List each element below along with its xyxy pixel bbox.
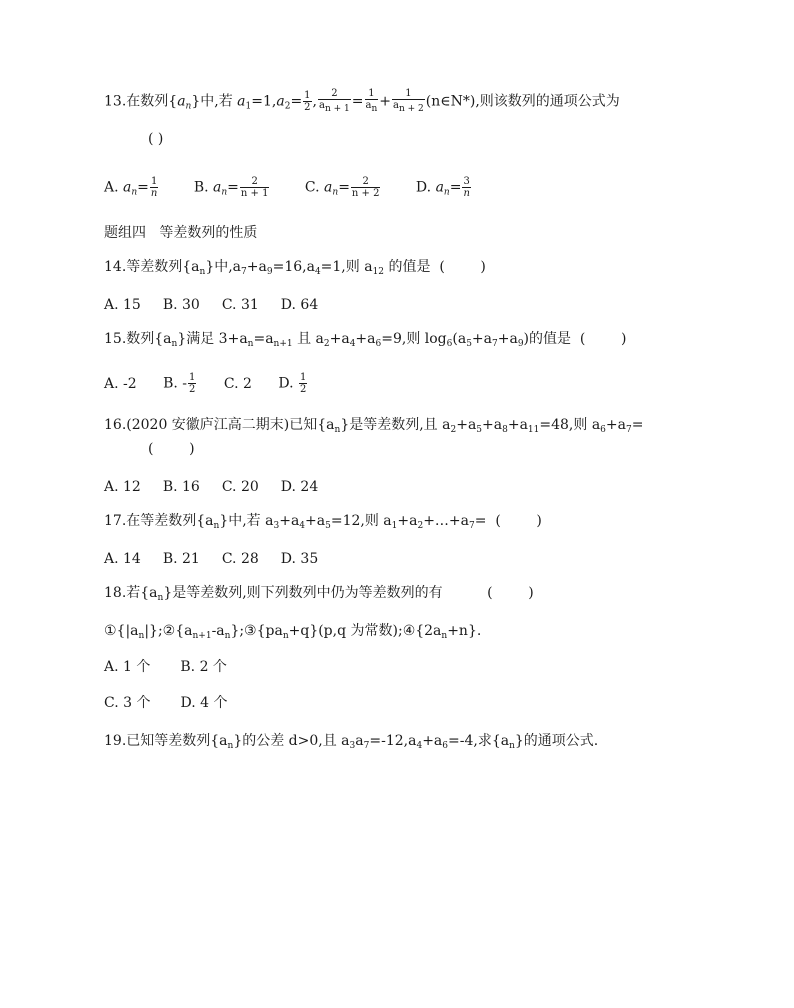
answer-bracket: ( ) [148, 441, 195, 457]
question-14-stem: 14.等差数列$\{a_n\}$中$,a_7+a_9=16,a_4=1$,则 $a_{12}$ 的值是 ( ) [104, 259, 486, 277]
question-17-stem: 17.在等差数列$\{a_n\}$中,若 $a_3+a_4+a_5=12$,则 $a_1+a_2+\dots+a_7=$ ( ) [104, 513, 542, 531]
option-b: B. - $\frac{1}{2}$ [163, 372, 196, 395]
question-13-options [104, 176, 494, 204]
option-a: A. 15 [104, 297, 141, 313]
question-14-options [104, 294, 340, 316]
option-a: A. $a_n=$ $\frac{1}{n}$ [104, 176, 158, 199]
option-d: D. $a_n=$ $\frac{3}{n}$ [415, 176, 470, 199]
option-c: C. 3 个 [104, 695, 151, 711]
question-18-options-row-2 [104, 692, 249, 714]
option-d: D. $\frac{1}{2}$ [278, 372, 307, 395]
question-16-options [104, 476, 340, 498]
option-b: B. 30 [162, 297, 200, 313]
question-15-stem: 15.数列$\{a_n\}$满足 $3+a_n=a_{n+1}$ 且 $a_2+a_4+a_6=9$,则 $\log_6(a_5+a_7+a_9)$的值是 ( ) [104, 331, 627, 349]
option-b: B. 2 个 [180, 659, 227, 675]
option-d: D. 35 [280, 551, 319, 567]
fraction-one-half: $\frac{1}{2}$ [304, 90, 311, 113]
question-17-options [104, 548, 340, 570]
option-c: C. $a_n=$ $\frac{2}{n + 2}$ [304, 176, 380, 199]
option-b: B. $a_n=$ $\frac{2}{n + 1}$ [193, 176, 269, 199]
question-15-options [104, 372, 330, 395]
question-18-stem: 18.若$\{a_n\}$是等差数列,则下列数列中仍为等差数列的有 ( ) [104, 585, 534, 603]
option-a: A. -2 [104, 375, 137, 392]
option-a: A. 14 [104, 551, 141, 567]
question-18-items: $①\{|a_n|\};②\{a_{n+1}-a_n\};③\{pa_n+q\}(p,q$ 为常数)$;④\{2a_n+n\}$. [104, 623, 482, 641]
answer-bracket: ( ) [148, 131, 164, 147]
fraction-recurrence-3: $\frac{1}{a_{n + 2}}$ [393, 88, 424, 114]
option-b: B. 21 [162, 551, 200, 567]
question-19-stem: 19.已知等差数列$\{a_n\}$的公差 d>0,且 $a_3a_7=-12,a_4+a_6=-4$,求$\{a_n\}$的通项公式. [104, 733, 599, 751]
option-c: C. 28 [221, 551, 259, 567]
option-d: D. 64 [280, 297, 319, 313]
question-16-stem: 16.(2020 安徽庐江高二期末)已知$\{a_n\}$是等差数列,且 $a_2+a_5+a_8+a_{11}=48$,则 $a_6+a_7=$ [104, 417, 644, 435]
fraction-recurrence-1: $\frac{2}{a_{n + 1}}$ [319, 88, 350, 114]
option-c: C. 20 [221, 479, 259, 495]
option-a: A. 12 [104, 479, 141, 495]
option-c: C. 31 [221, 297, 259, 313]
question-18-options-row-1 [104, 656, 249, 678]
option-d: D. 24 [280, 479, 319, 495]
fraction-recurrence-2: $\frac{1}{a_n}$ [365, 88, 378, 114]
section-heading: 题组四 等差数列的性质 [104, 225, 258, 241]
question-13-stem: 13.在数列$\{a_n\}$中,若 $a_1=1,a_2=$ $\frac{1}{2}$ , $\frac{2}{a_{n + 1}}$ = $\frac{1}{a_n}$ + $\frac{1}{a_{n + 2}}$ (n∈N*),则该数列的通项公式为 [104, 88, 620, 114]
option-c: C. 2 [223, 375, 252, 392]
option-a: A. 1 个 [104, 659, 151, 675]
option-d: D. 4 个 [180, 695, 228, 711]
question-number: 13. [104, 93, 127, 110]
option-b: B. 16 [162, 479, 200, 495]
